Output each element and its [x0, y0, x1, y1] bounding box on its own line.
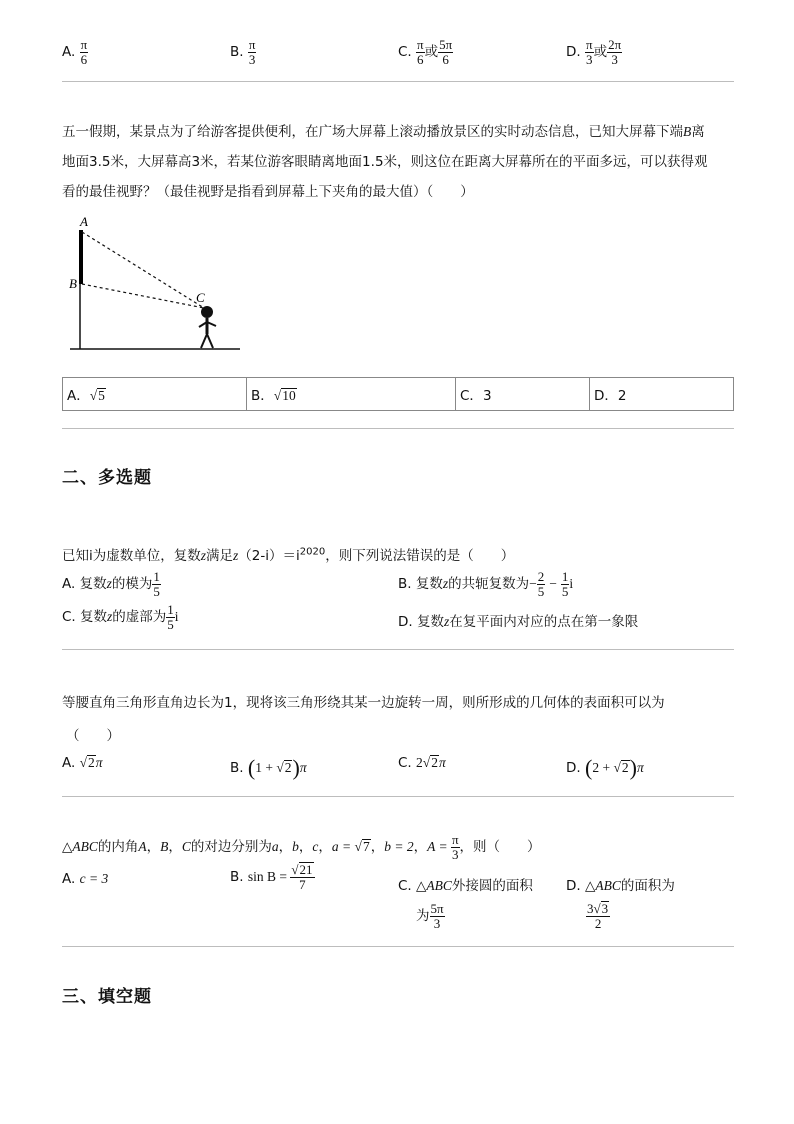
fraction: $\frac{1}{5}$ [561, 569, 569, 599]
label-a: A [80, 214, 88, 229]
triangle-option-c[interactable]: C. △ABC外接圆的面积 为 $\frac{5\pi}{3}$ [398, 878, 533, 931]
person-icon [199, 306, 216, 348]
sqrt: √5 [89, 388, 105, 403]
question-triangle-stem: △ABC的内角A，B，C的对边分别为a，b，c，a = √7，b = 2，A = $\frac{\pi}{3}$ ，则（ ） [62, 832, 541, 862]
question-complex-stem: 已知i为虚数单位，复数z满足$z(2-i)=i^{2020}$，则下列说法错误的是（ ） [62, 546, 515, 564]
prev-option-a[interactable] [62, 38, 88, 66]
complex-option-d[interactable]: D. 复数z在复平面内对应的点在第一象限 [398, 614, 639, 630]
divider [62, 428, 734, 429]
complex-option-b[interactable]: B. 复数z的共轭复数为− $\frac{2}{5}$ − $\frac{1}{5}$ i [398, 569, 574, 599]
prev-option-b[interactable] [230, 38, 256, 66]
fraction: $\frac{1}{5}$ [153, 569, 160, 599]
label-c: C [196, 290, 205, 305]
triangle-option-b[interactable]: B. sin B = $\frac{√21}{7}$ [230, 862, 313, 893]
fraction: $\frac{1}{5}$ [167, 602, 174, 632]
fraction: $\frac{\pi}{6}$ [417, 37, 424, 67]
cone-option-d[interactable]: D. (2 + √2)π [566, 755, 644, 780]
section-title-fill-in: 三、填空题 [62, 987, 152, 1007]
label-b: B [69, 276, 77, 291]
divider [62, 796, 734, 797]
screen-option-d[interactable]: D．2 [590, 378, 734, 411]
triangle-option-a[interactable]: A. c = 3 [62, 871, 109, 887]
fraction: $\frac{5\pi}{3}$ [430, 900, 444, 931]
fraction: $\frac{3√3}{2}$ [587, 901, 609, 932]
divider [62, 649, 734, 650]
complex-option-c[interactable]: C. 复数z的虚部为 $\frac{1}{5}$ i [62, 602, 179, 632]
sqrt: √10 [273, 388, 296, 403]
cone-option-b[interactable]: B. (1 + √2)π [230, 755, 307, 780]
option-letter: A. [62, 44, 76, 61]
cone-option-a[interactable]: A. √2π [62, 755, 103, 771]
fraction: $\frac{2\pi}{3}$ [608, 37, 622, 67]
triangle-option-d[interactable]: D. △ABC的面积为 $\frac{3√3}{2}$ [566, 878, 675, 932]
screen-figure [64, 214, 244, 356]
divider [62, 81, 734, 82]
question-screen-stem: 五一假期，某景点为了给游客提供便利，在广场大屏幕上滚动播放景区的实时动态信息，已知大屏幕下端B离 地面3.5米，大屏幕高3米，若某位游客眼睛离地面1.5米，则这位在距离大屏幕所在的平面多远，可以获得观 看的最佳视野？（最佳视野是指看到屏幕上下夹角的最大值）（ ） [62, 124, 708, 200]
option-letter: B. [230, 44, 244, 61]
or-text: 或 [593, 44, 608, 61]
fraction: $\frac{√21}{7}$ [291, 862, 313, 893]
sqrt: √2 [613, 760, 629, 775]
sqrt: √7 [354, 839, 370, 855]
question-cone-stem: 等腰直角三角形直角边长为1，现将该三角形绕其某一边旋转一周，则所形成的几何体的表面积可以为 [62, 695, 665, 711]
cone-option-c[interactable]: C. 2√2π [398, 755, 446, 771]
screen-option-c[interactable]: C．3 [456, 378, 590, 411]
fraction: $\frac{\pi}{3}$ [248, 37, 256, 67]
screen-option-a[interactable]: A．√5 [63, 378, 247, 411]
prev-option-d[interactable] [566, 38, 622, 66]
option-letter: C. [398, 44, 412, 61]
option-letter: D. [566, 44, 581, 61]
fraction: $\frac{2}{5}$ [537, 569, 545, 599]
sqrt: √2 [276, 760, 292, 775]
sqrt: √2 [79, 755, 95, 770]
sqrt: √2 [422, 755, 438, 770]
section-title-multi-choice: 二、多选题 [62, 468, 152, 488]
screen-option-b[interactable]: B．√10 [247, 378, 456, 411]
fraction: $\frac{\pi}{3}$ [585, 37, 593, 67]
fraction: $\frac{\pi}{6}$ [80, 37, 88, 67]
question-cone-paren: （ ） [66, 728, 120, 744]
divider [62, 946, 734, 947]
or-text: 或 [424, 44, 439, 61]
complex-option-a[interactable]: A. 复数z的模为 $\frac{1}{5}$ [62, 569, 160, 599]
fraction: $\frac{5\pi}{6}$ [439, 37, 453, 67]
screen-options-table [62, 377, 734, 411]
prev-option-c[interactable] [398, 38, 453, 66]
fraction: $\frac{\pi}{3}$ [451, 832, 459, 862]
